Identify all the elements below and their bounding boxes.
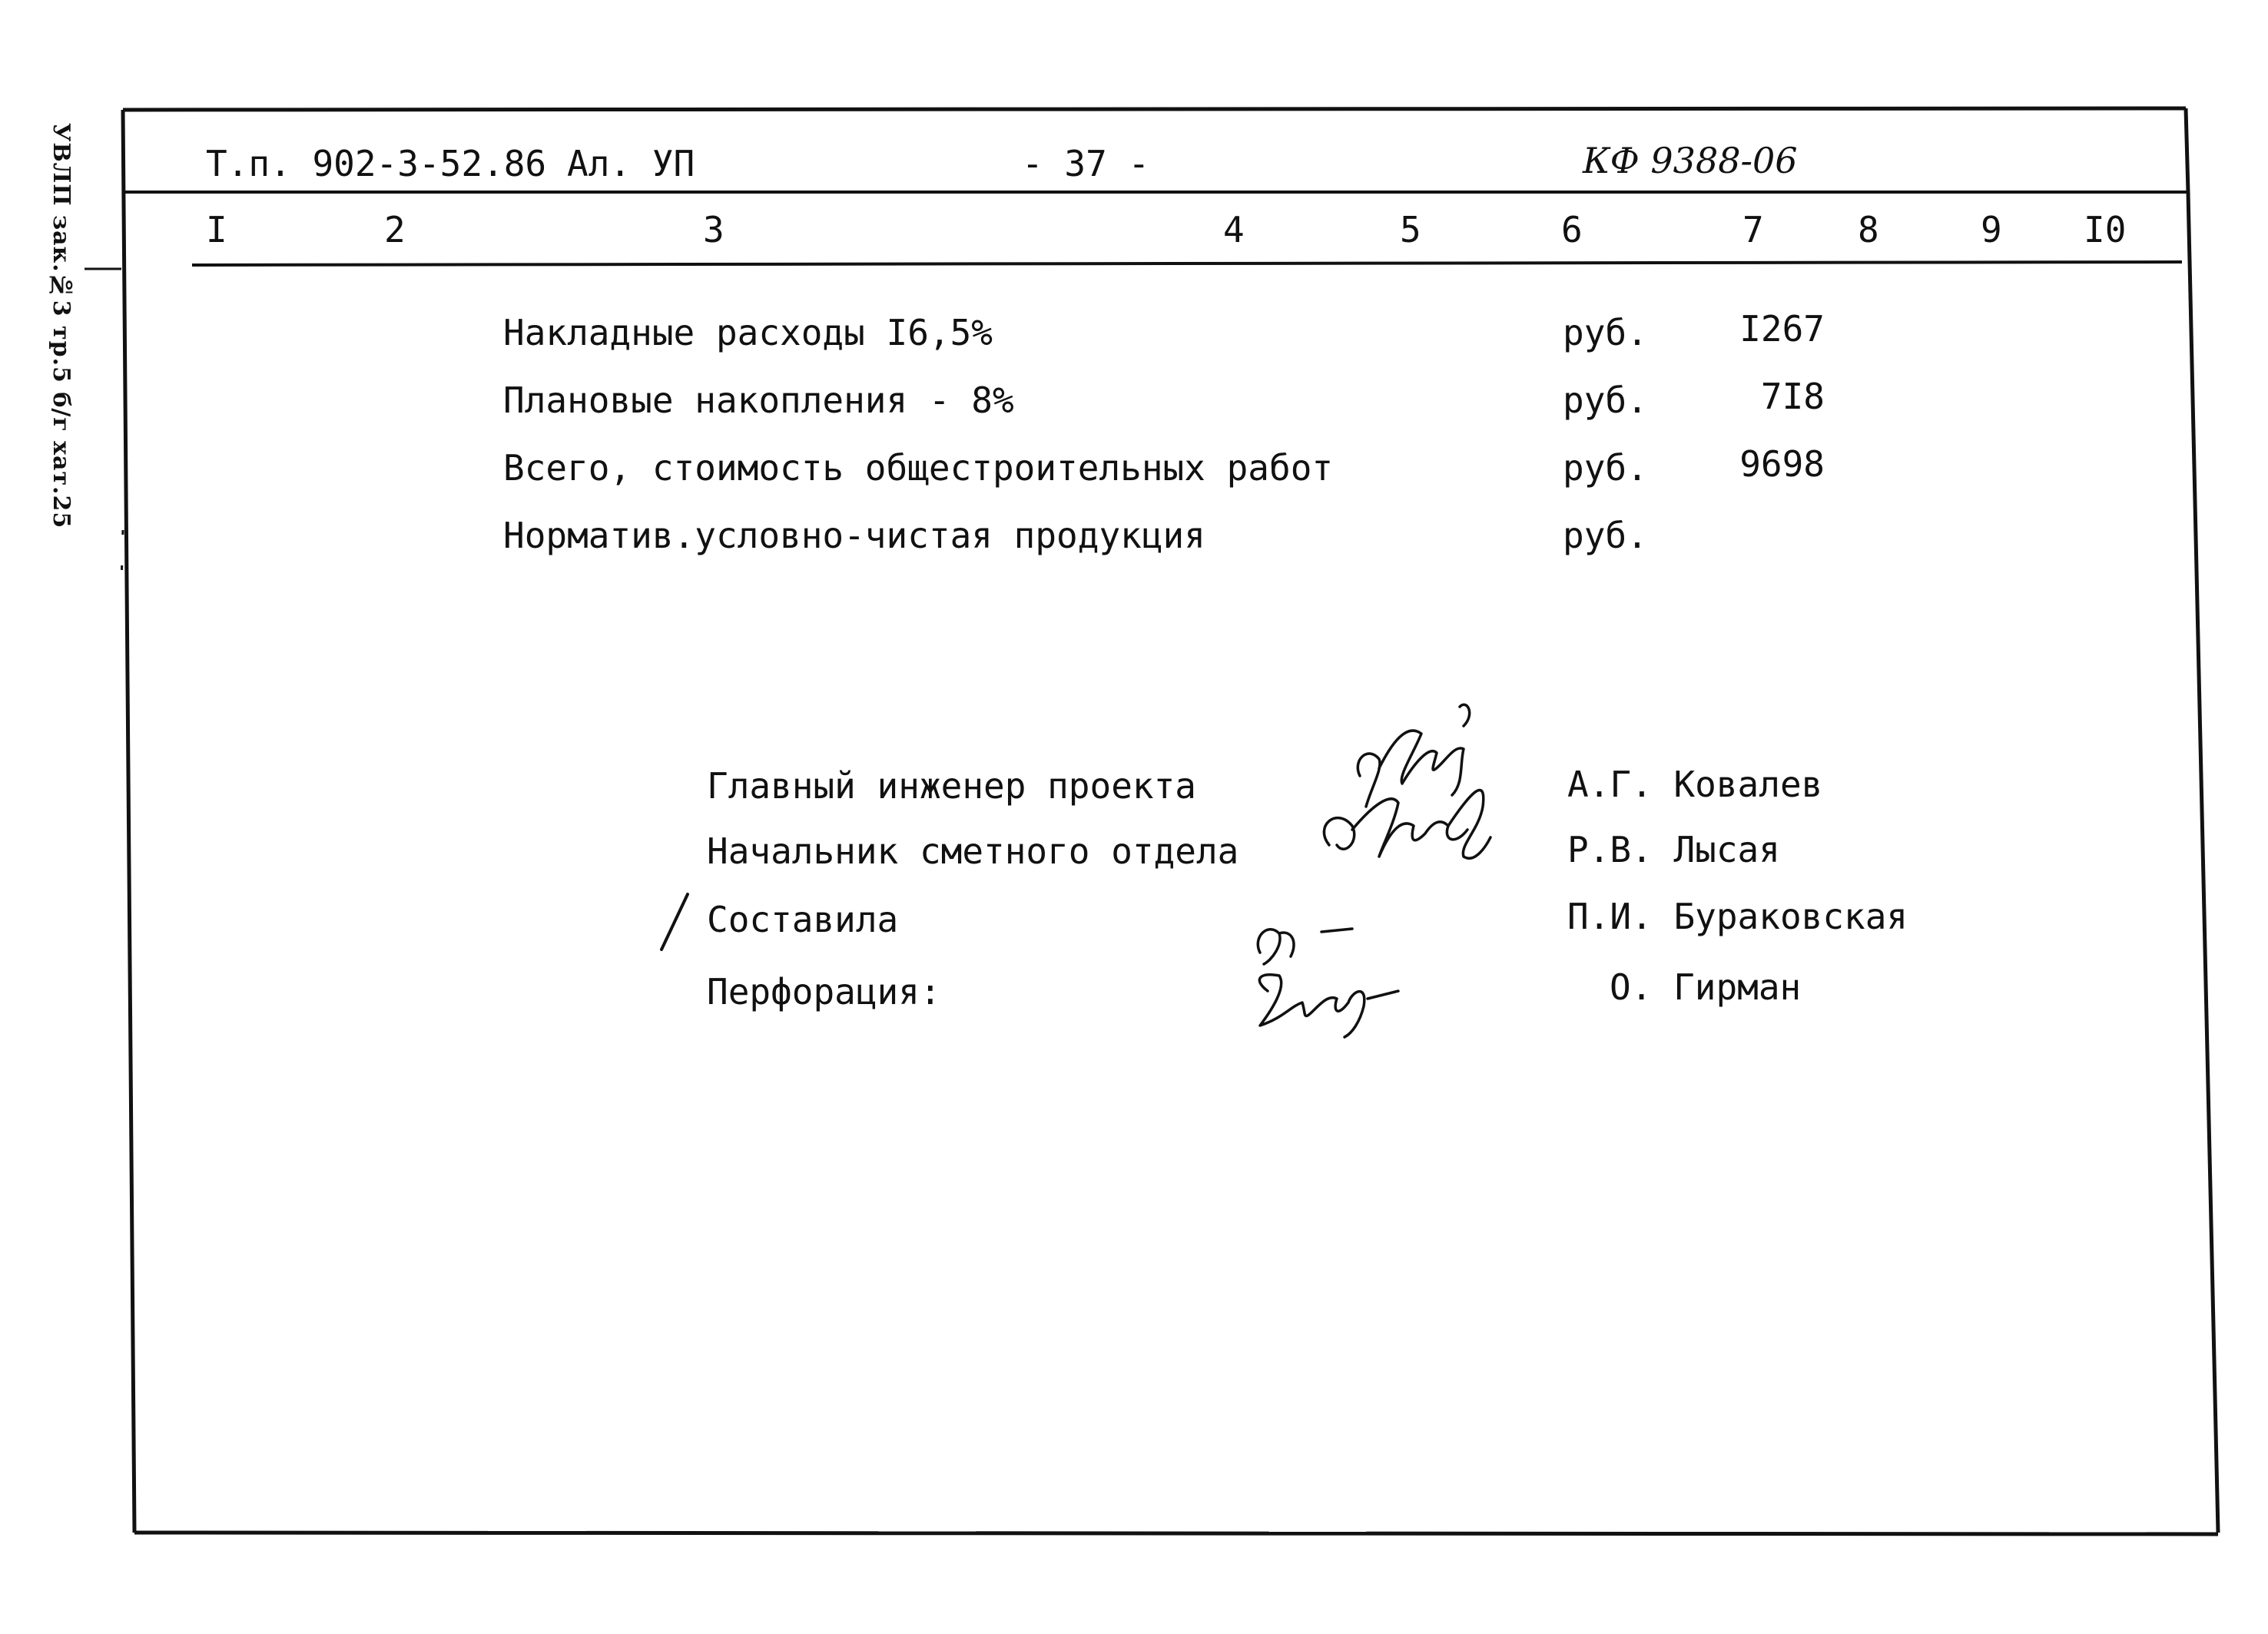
column-number: 5 [1400, 209, 1421, 250]
row-value: 7I8 [1760, 376, 1825, 417]
column-number: 9 [1981, 209, 2002, 250]
columns-divider-line [192, 262, 2182, 265]
column-number: 2 [384, 209, 406, 250]
column-number: I0 [2084, 209, 2127, 250]
row-unit: руб. [1563, 515, 1648, 556]
row-value: I267 [1739, 308, 1825, 350]
column-number: 3 [703, 209, 724, 250]
signature-role: Главный инженер проекта [707, 765, 1196, 807]
document-code: КФ 9388-06 [1583, 140, 1798, 181]
frame-right-line [2186, 108, 2218, 1533]
column-number: 7 [1742, 209, 1764, 250]
row-name: Норматив.условно-чистая продукция [503, 515, 1205, 556]
column-number: 6 [1561, 209, 1583, 250]
signature-role: Перфорация: [707, 971, 941, 1013]
row-name: Накладные расходы I6,5% [503, 312, 993, 353]
album-label: Ал. УП [567, 143, 695, 184]
row-unit: руб. [1563, 312, 1648, 353]
signature-role: Начальник сметного отдела [707, 830, 1239, 872]
page-number: - 37 - [1022, 143, 1150, 184]
row-value: 9698 [1739, 443, 1825, 485]
row-name: Плановые накопления - 8% [503, 379, 1014, 421]
row-name: Всего, стоимость общестроительных работ [503, 447, 1334, 489]
frame-left-line [123, 110, 134, 1533]
column-number: 4 [1223, 209, 1245, 250]
signature-person: О. Гирман [1610, 966, 1802, 1008]
signature-person: Р.В. Лысая [1567, 829, 1780, 870]
frame-bottom-line [134, 1533, 2218, 1534]
frame-top-line [123, 108, 2186, 110]
margin-dash-line [121, 530, 123, 584]
handwritten-signature [1237, 910, 1437, 1049]
signature-person: П.И. Бураковская [1567, 896, 1908, 937]
row-unit: руб. [1563, 447, 1648, 489]
handwritten-signature [1306, 691, 1506, 891]
column-number: 8 [1858, 209, 1879, 250]
signature-person: А.Г. Ковалев [1567, 764, 1823, 805]
margin-note: УВЛП зак.№3 тр.5 б/г хат.25 [48, 123, 75, 529]
check-mark [657, 891, 691, 953]
doc-ref: Т.п. 902-3-52.86 [206, 143, 547, 184]
row-unit: руб. [1563, 379, 1648, 421]
signature-role: Составила [707, 899, 899, 940]
column-number: I [206, 209, 227, 250]
